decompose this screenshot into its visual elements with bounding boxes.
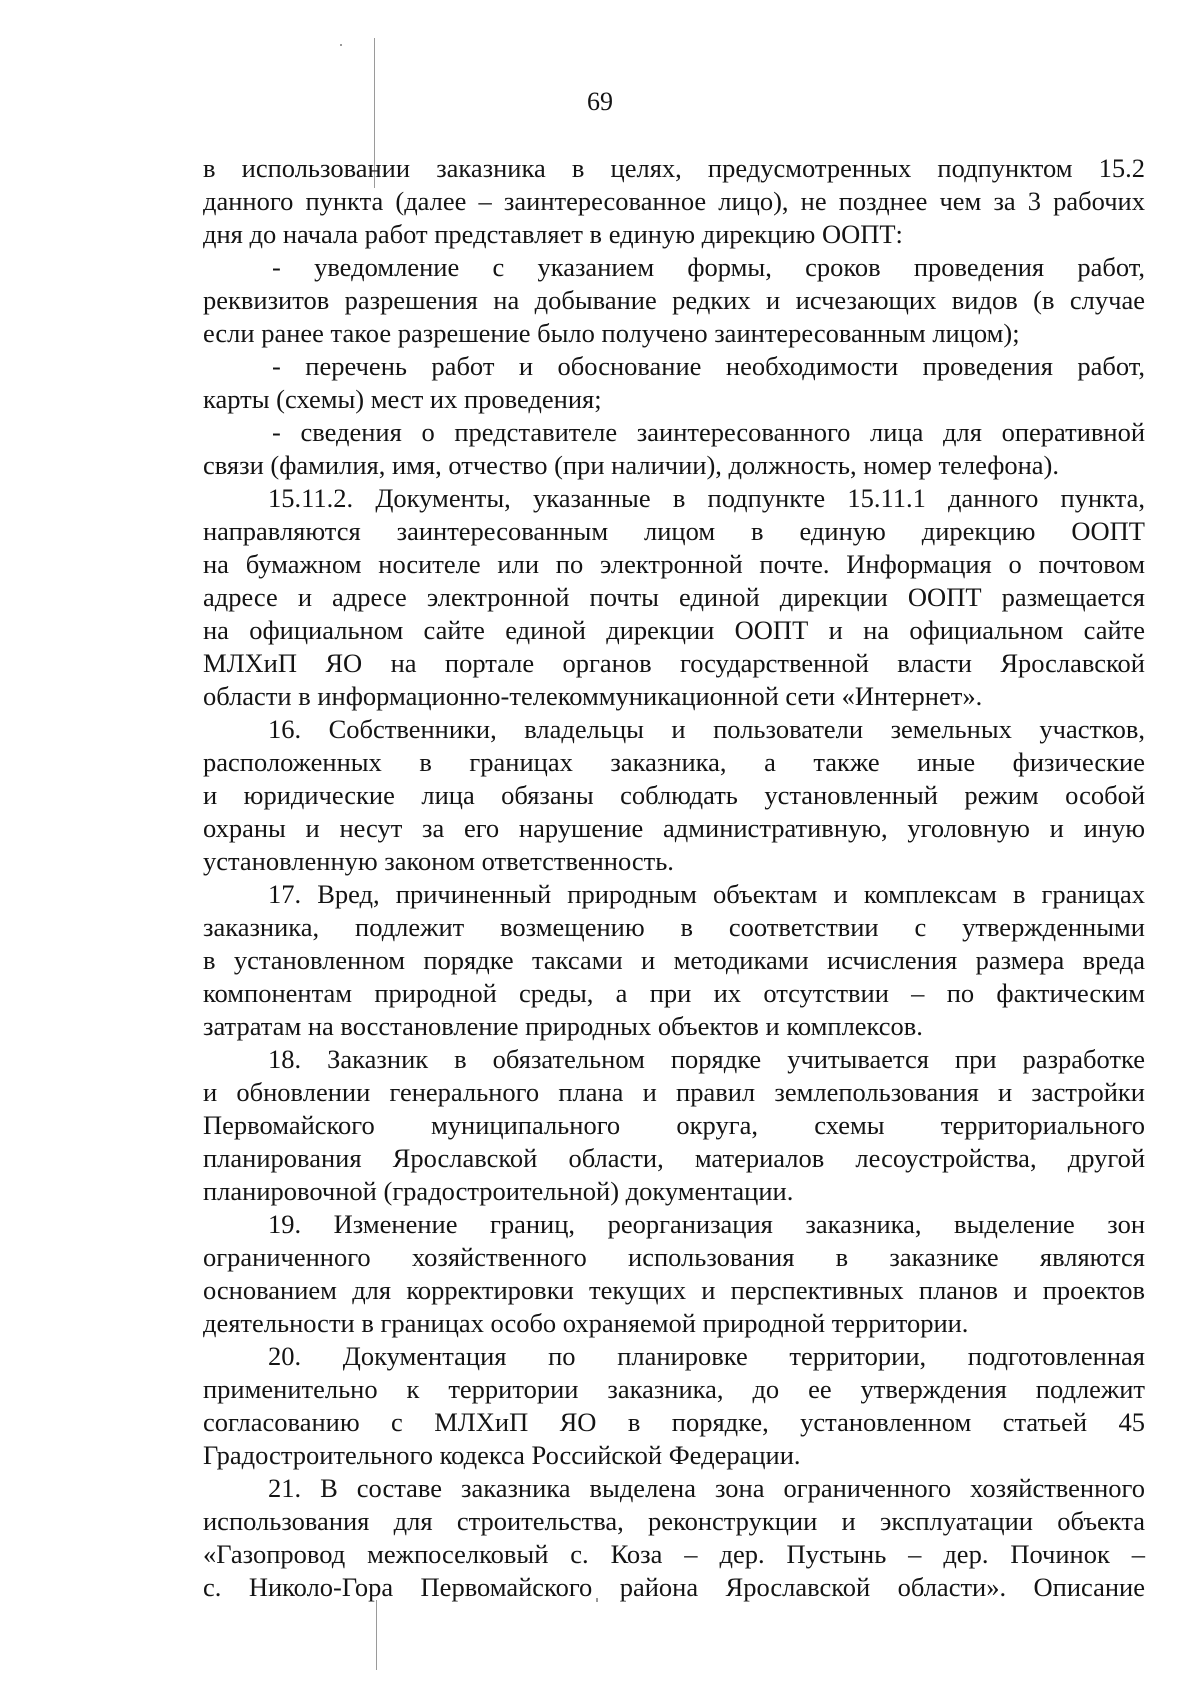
page-number: 69 <box>587 87 613 116</box>
text-line: деятельности в границах особо охраняемой природной территории. <box>203 1308 969 1338</box>
text-line: области в информационно-телекоммуникационной сети «Интернет». <box>203 681 983 711</box>
text-line: планировочной (градостроительной) документации. <box>203 1176 794 1206</box>
text-line: 19. Изменение границ, реорганизация заказника, выделение зон <box>268 1209 1145 1239</box>
text-line: в использовании заказника в целях, предусмотренных подпунктом 15.2 <box>203 153 1145 183</box>
text-line: 15.11.2. Документы, указанные в подпункте 15.11.1 данного пункта, <box>268 483 1145 513</box>
text-line: на официальном сайте единой дирекции ООПТ и на официальном сайте <box>203 615 1145 645</box>
text-line: 18. Заказник в обязательном порядке учитывается при разработке <box>268 1044 1145 1074</box>
text-line: компонентам природной среды, а при их отсутствии – по фактическим <box>203 978 1145 1008</box>
text-line: основанием для корректировки текущих и перспективных планов и проектов <box>203 1275 1145 1305</box>
text-line: в установленном порядке таксами и методиками исчисления размера вреда <box>203 945 1145 975</box>
text-line: и юридические лица обязаны соблюдать установленный режим особой <box>203 780 1145 810</box>
text-line: данного пункта (далее – заинтересованное лицо), не позднее чем за 3 рабочих <box>203 186 1145 216</box>
scan-dot-mark <box>340 44 342 46</box>
text-line: с. Николо-Гора Первомайского района Ярославской области». Описание <box>203 1572 1145 1602</box>
text-line: применительно к территории заказника, до ее утверждения подлежит <box>203 1374 1145 1404</box>
text-line: реквизитов разрешения на добывание редких и исчезающих видов (в случае <box>203 285 1145 315</box>
text-line: ограниченного хозяйственного использования в заказнике являются <box>203 1242 1145 1272</box>
text-line: охраны и несут за его нарушение административную, уголовную и иную <box>203 813 1145 843</box>
text-line: установленную законом ответственность. <box>203 846 674 876</box>
text-line: согласованию с МЛХиП ЯО в порядке, установленном статьей 45 <box>203 1407 1145 1437</box>
document-body <box>203 152 1145 1604</box>
text-line: направляются заинтересованным лицом в единую дирекцию ООПТ <box>203 516 1145 546</box>
text-line: МЛХиП ЯО на портале органов государственной власти Ярославской <box>203 648 1145 678</box>
text-line: и обновлении генерального плана и правил землепользования и застройки <box>203 1077 1145 1107</box>
text-line: 17. Вред, причиненный природным объектам и комплексам в границах <box>268 879 1145 909</box>
text-line: карты (схемы) мест их проведения; <box>203 384 602 414</box>
text-line: - сведения о представителе заинтересованного лица для оперативной <box>272 417 1145 447</box>
text-line: связи (фамилия, имя, отчество (при наличии), должность, номер телефона). <box>203 450 1060 480</box>
text-line: Первомайского муниципального округа, схемы территориального <box>203 1110 1145 1140</box>
text-line: 16. Собственники, владельцы и пользователи земельных участков, <box>268 714 1145 744</box>
text-line: «Газопровод межпоселковый с. Коза – дер. Пустынь – дер. Починок – <box>203 1539 1145 1569</box>
text-line: дня до начала работ представляет в единую дирекцию ООПТ: <box>203 219 903 249</box>
text-line: адресе и адресе электронной почты единой дирекции ООПТ размещается <box>203 582 1145 612</box>
text-line: расположенных в границах заказника, а также иные физические <box>203 747 1145 777</box>
text-line: - уведомление с указанием формы, сроков проведения работ, <box>272 252 1145 282</box>
text-line: 21. В составе заказника выделена зона ограниченного хозяйственного <box>268 1473 1145 1503</box>
text-line: заказника, подлежит возмещению в соответствии с утвержденными <box>203 912 1145 942</box>
text-line: использования для строительства, реконструкции и эксплуатации объекта <box>203 1506 1145 1536</box>
text-line: планирования Ярославской области, материалов лесоустройства, другой <box>203 1143 1145 1173</box>
text-line: на бумажном носителе или по электронной почте. Информация о почтовом <box>203 549 1145 579</box>
text-line: 20. Документация по планировке территории, подготовленная <box>268 1341 1145 1371</box>
scan-fold-mark <box>376 1600 377 1670</box>
text-line: затратам на восстановление природных объектов и комплексов. <box>203 1011 923 1041</box>
text-line: если ранее такое разрешение было получено заинтересованным лицом); <box>203 318 1020 348</box>
text-line: - перечень работ и обоснование необходимости проведения работ, <box>272 351 1145 381</box>
text-line: Градостроительного кодекса Российской Федерации. <box>203 1440 801 1470</box>
